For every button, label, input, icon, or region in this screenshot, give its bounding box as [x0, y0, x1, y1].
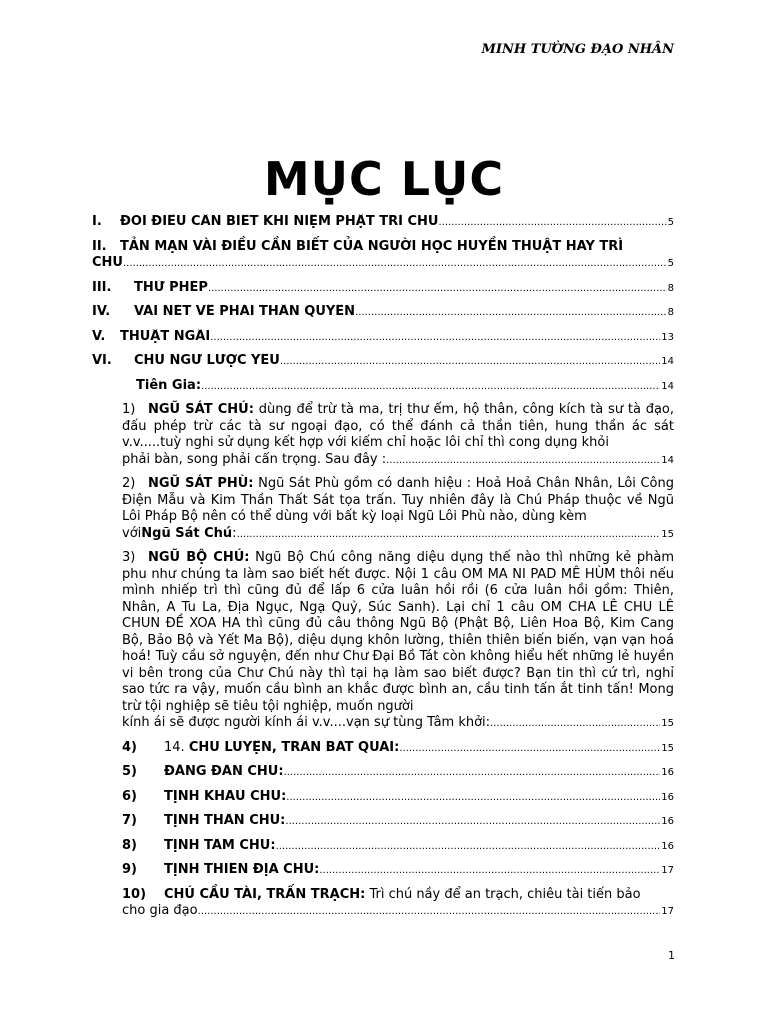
toc-page-number: 16 [661, 767, 674, 778]
toc-entry-description: Trì chú nầy để an trạch, chiêu tài tiến bảo [365, 886, 641, 902]
toc-entry-label: VÀI NÉT VỀ PHÁI THẦN QUYỀN [134, 304, 356, 319]
toc-entry-number: 8) [122, 837, 137, 853]
table-of-contents [92, 214, 674, 921]
toc-leader [284, 765, 661, 782]
toc-entry-description: dùng để trừ tà ma, trị thư ếm, hộ thân, công kích tà sư tà đạo, đấu phép trừ các tà sư ngoại đạo, có thể đánh cả thần tiên, hung thần ác sát v.v.....tuỳ nghi sử dụng kết hợp với kiếm chỉ hoặc lôi chỉ thì cong dụng khỏi [122, 402, 674, 450]
toc-entry-item-5[interactable] [92, 764, 674, 782]
toc-entry-label: TỊNH THÂN CHÚ: [164, 813, 286, 828]
toc-page-number: 17 [661, 865, 674, 876]
toc-entry-number: 10) [122, 886, 147, 902]
toc-leader [386, 453, 660, 470]
toc-entry-number: III. [92, 279, 112, 295]
toc-entry-number: 5) [122, 764, 137, 779]
toc-page-number: 16 [661, 816, 674, 827]
toc-entry-number: 7) [122, 813, 137, 828]
toc-leader [237, 527, 661, 544]
toc-entry-item-10[interactable] [92, 887, 674, 921]
toc-entry-number: I. [92, 214, 102, 229]
toc-leader [280, 354, 660, 371]
toc-leader [123, 256, 667, 273]
toc-entry-number: 1) [122, 402, 136, 417]
toc-entry-label: CHÚ CẦU TÀI, TRẤN TRẠCH: [164, 886, 366, 902]
toc-entry-label: THỬ PHÉP [134, 279, 208, 295]
toc-page-number: 15 [661, 742, 674, 754]
toc-entry-number: IV. [92, 304, 111, 319]
toc-entry-label-continued: CHÚ [92, 255, 123, 270]
toc-entry-item-7[interactable] [92, 813, 674, 831]
toc-page-number: 16 [661, 791, 674, 803]
toc-entry-number: 9) [122, 862, 137, 877]
toc-page-number: 15 [661, 718, 674, 729]
toc-page-number: 16 [661, 840, 674, 852]
toc-leader [438, 215, 666, 232]
toc-entry-number: 3) [122, 550, 136, 565]
toc-entry-description: Ngũ Sát Phù gồm có danh hiệu : Hoả Hoả Chân Nhân, Lôi Công Điện Mẫu và Kim Thần Thất Sát tọa trấn. Tuy nhiên đây là Chú Pháp thuộc về Ngũ Lôi Pháp Bộ nên có thể dùng với bất kỳ loại Ngũ Lôi Phù nào, dùng kèm [122, 476, 674, 524]
toc-entry-ngu-sat-phu[interactable] [92, 476, 674, 543]
toc-entry-number: V. [92, 328, 106, 344]
toc-entry-number: 6) [122, 788, 137, 804]
toc-entry-number: 2) [122, 476, 136, 491]
toc-entry-2[interactable] [92, 239, 674, 273]
toc-entry-3[interactable] [92, 280, 674, 298]
toc-entry-item-6[interactable] [92, 789, 674, 807]
toc-entry-6[interactable] [92, 353, 674, 371]
toc-entry-ref-tail: : [232, 525, 237, 541]
toc-entry-number: II. [92, 238, 107, 254]
toc-leader [285, 814, 660, 831]
toc-entry-label: TẢN MẠN VÀI ĐIỀU CẦN BIẾT CỦA NGƯỜI HỌC HUYỀN THUẬT HAY TRÌ [120, 238, 624, 254]
toc-page-number: 8 [667, 307, 674, 318]
toc-entry-label: TỊNH KHẨU CHÚ: [164, 788, 287, 804]
toc-leader [208, 281, 667, 298]
toc-leader [276, 839, 661, 856]
toc-entry-label: NGŨ BỘ CHÚ: [148, 550, 250, 565]
running-header: MINH TƯỜNG ĐẠO NHÂN [481, 42, 674, 57]
toc-leader [355, 305, 667, 322]
toc-leader [286, 790, 660, 807]
toc-page-number: 14 [661, 454, 674, 466]
toc-page-number: 14 [661, 356, 674, 367]
toc-entry-prefix: 14. [164, 739, 189, 755]
toc-entry-4[interactable] [92, 304, 674, 322]
toc-entry-item-9[interactable] [92, 862, 674, 880]
toc-leader [399, 741, 660, 758]
toc-page-number: 15 [661, 528, 674, 540]
toc-entry-label: CHÚ NGỮ LƯỢC YẾU [134, 353, 280, 368]
toc-leader [490, 716, 660, 733]
toc-entry-description-end: cho gia đạo [122, 903, 198, 918]
toc-entry-number: 4) [122, 739, 137, 755]
toc-entry-5[interactable] [92, 329, 674, 347]
toc-entry-description-end: kính ái sẽ được người kính ái v.v....vạn sự tùng Tâm khởi: [122, 715, 491, 730]
toc-entry-1[interactable] [92, 214, 674, 232]
toc-entry-label: NGŨ SÁT PHÙ: [148, 476, 254, 491]
toc-entry-description-end: phải bàn, song phải cẩn trọng. Sau đây : [122, 451, 387, 467]
toc-page-number: 5 [667, 217, 674, 228]
page-number: 1 [668, 949, 675, 962]
toc-entry-item-4[interactable] [92, 740, 674, 758]
toc-entry-label: Tiên Gia: [136, 377, 202, 393]
toc-entry-label: ĐĂNG ĐÀN CHÚ: [164, 764, 284, 779]
toc-entry-label: CHÚ LUYỆN, TRẤN BÁT QUÁI: [188, 739, 400, 755]
toc-entry-number: VI. [92, 353, 112, 368]
toc-leader [319, 863, 660, 880]
toc-entry-item-8[interactable] [92, 838, 674, 856]
toc-entry-label: THUẬT NGÃI [120, 328, 211, 344]
toc-entry-ngu-sat-chu[interactable] [92, 402, 674, 469]
toc-leader [210, 330, 660, 347]
toc-page-number: 17 [661, 906, 674, 917]
toc-leader [201, 379, 660, 396]
toc-entry-tien-gia[interactable] [92, 378, 674, 396]
toc-entry-ref: Ngũ Sát Chú [141, 525, 233, 541]
toc-entry-label: TỊNH THIÊN ĐỊA CHÚ: [164, 862, 320, 877]
toc-entry-label: TỊNH TÂM CHÚ: [164, 837, 276, 853]
toc-page-number: 14 [661, 380, 674, 392]
toc-entry-label: NGŨ SÁT CHÚ: [148, 402, 254, 417]
toc-leader [198, 904, 661, 921]
toc-page-number: 8 [667, 282, 674, 294]
toc-entry-description: Ngũ Bộ Chú công năng diệu dụng thế nào thì những kẻ phàm phu như chúng ta làm sao biết hết được. Nội 1 câu OM MA NI PAD MÊ HÙM thôi nếu mình nhiếp trì thì cũng đủ để lấp 6 cửa luân hồi rồi (6 cửa luân hồi gồm: Thiên, Nhân, A Tu La, Địa Ngục, Ngạ Quỷ, Súc Sanh). Lại chỉ 1 câu OM CHA LÊ CHU LÊ CHUN ĐỀ XOA HA thì cũng đủ câu thông Ngũ Bộ (Phật Bộ, Liên Hoa Bộ, Kim Cang Bộ, Bảo Bộ và Yết Ma Bộ), diệu dụng khôn lường, thiên thiên biến biến, vạn vạn hoá hoá! Tuỳ cầu sở nguyện, đến như Chư Đại Bồ Tát còn không hiểu hết những lẻ huyền vi bên trong của Chư Chú này thì tại hạ làm sao biết được? Bạn tin thì cứ trì, nghỉ sao tức ra vậy, muốn cầu bình an khắc được bình an, cầu tinh tấn ắt tinh tấn! Mong trừ tội nghiệp sẽ tiêu tội nghiệp, muốn người [122, 550, 674, 714]
toc-entry-description-end: với [122, 525, 142, 541]
toc-entry-label: ĐÔI ĐIỀU CẦN BIẾT KHI NIỆM PHẬT TRÌ CHÚ [120, 214, 439, 229]
toc-page-number: 5 [667, 258, 674, 269]
toc-page-number: 13 [661, 331, 674, 343]
toc-entry-ngu-bo-chu[interactable] [92, 550, 674, 733]
page-title: MỤC LỤC [263, 152, 505, 206]
